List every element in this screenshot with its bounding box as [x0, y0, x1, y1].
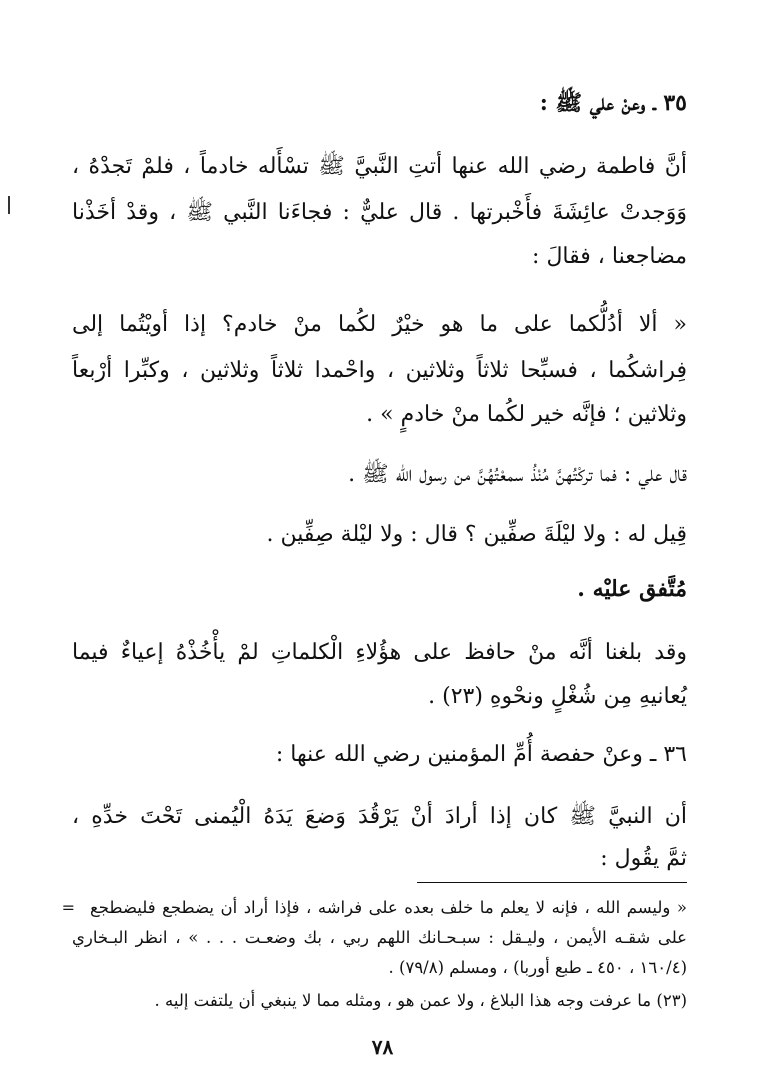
- hadith-35-line-6: وثلاثين ؛ فإنَّه خير لكُما منْ خادمٍ » .: [366, 402, 687, 427]
- hadith-36-line-1: أن النبيَّ ﷺ كان إذا أرادَ أنْ يَرْقُدَ وَضعَ يَدَهُ الْيُمنى تَحْتَ خدِّهِ ،: [72, 804, 687, 829]
- hadith-35-line-10: وقد بلغنا أنَّه منْ حافظ على هؤُلاءِ الْكلماتِ لمْ يأْخُذْهُ إعياءٌ فيما: [72, 640, 687, 665]
- footnote-continuation-mark: =: [61, 898, 75, 917]
- footnote-line-1: « وليسم الله ، فإنه لا يعلم ما خلف بعده على فراشه ، فإذا أراد أن يضطجع فليضطجع: [90, 898, 687, 917]
- hadith-35-takhrij: مُتَّفق عليْه .: [577, 576, 687, 602]
- hadith-35-line-1: أنَّ فاطمة رضي الله عنها أتتِ النَّبيَّ ﷺ تسْأَله خادماً ، فلمْ تَجدْهُ ،: [72, 154, 687, 179]
- hadith-35-line-3: مضاجعنا ، فقالَ :: [532, 244, 687, 269]
- hadith-35-heading: ٣٥ ـ وعنْ علي ﷺ :: [539, 90, 687, 116]
- footnote-separator: [417, 882, 687, 883]
- footnote-23: (٢٣) ما عرفت وجه هذا البلاغ ، ولا عمن هو ، ومثله مما لا ينبغي أن يلتفت إليه .: [154, 991, 687, 1010]
- hadith-35-line-5: فِراشكُما ، فسبِّحا ثلاثاً وثلاثين ، واحْمدا ثلاثاً وثلاثين ، وكبِّرا أرْبعاً: [72, 358, 687, 383]
- hadith-35-line-4: « ألا أدُلُّكما على ما هو خيْرٌ لكُما منْ خادم؟ إذا أويْتُما إلى: [72, 312, 687, 337]
- page-number: ٧٨: [371, 1035, 394, 1059]
- hadith-35-line-7: قال علي : فما تركْتُهنَّ مُنْذُ سمعْتُهُنَّ من رسول الله ﷺ .: [348, 462, 687, 487]
- hadith-36-line-2: ثمَّ يقُول :: [600, 846, 687, 871]
- footnote-line-2: على شقـه الأيمن ، وليـقل : سبـحـانك اللهم ربي ، بك وضعـت . . . » ، انظر البـخاري: [72, 928, 687, 947]
- margin-mark: [8, 196, 10, 214]
- hadith-35-line-8: قِيل له : ولا ليْلَةَ صفِّين ؟ قال : ولا ليْلة صِفِّين .: [266, 522, 687, 547]
- hadith-35-line-11: يُعانيهِ مِن شُغْلٍ ونحْوهِ (٢٣) .: [428, 684, 687, 709]
- footnote-line-3: (١٦٠/٤ ، ٤٥٠ ـ طبع أوربا) ، ومسلم (٧٩/٨) .: [388, 958, 687, 977]
- hadith-36-heading: ٣٦ ـ وعنْ حفصة أُمِّ المؤمنين رضي الله عنها :: [275, 742, 687, 767]
- hadith-35-line-2: وَوَجدتْ عائِشَةَ فأَخْبرتها . قال عليٌّ : فجاءَنا النَّبي ﷺ ، وقدْ أخَذْنا: [72, 200, 687, 225]
